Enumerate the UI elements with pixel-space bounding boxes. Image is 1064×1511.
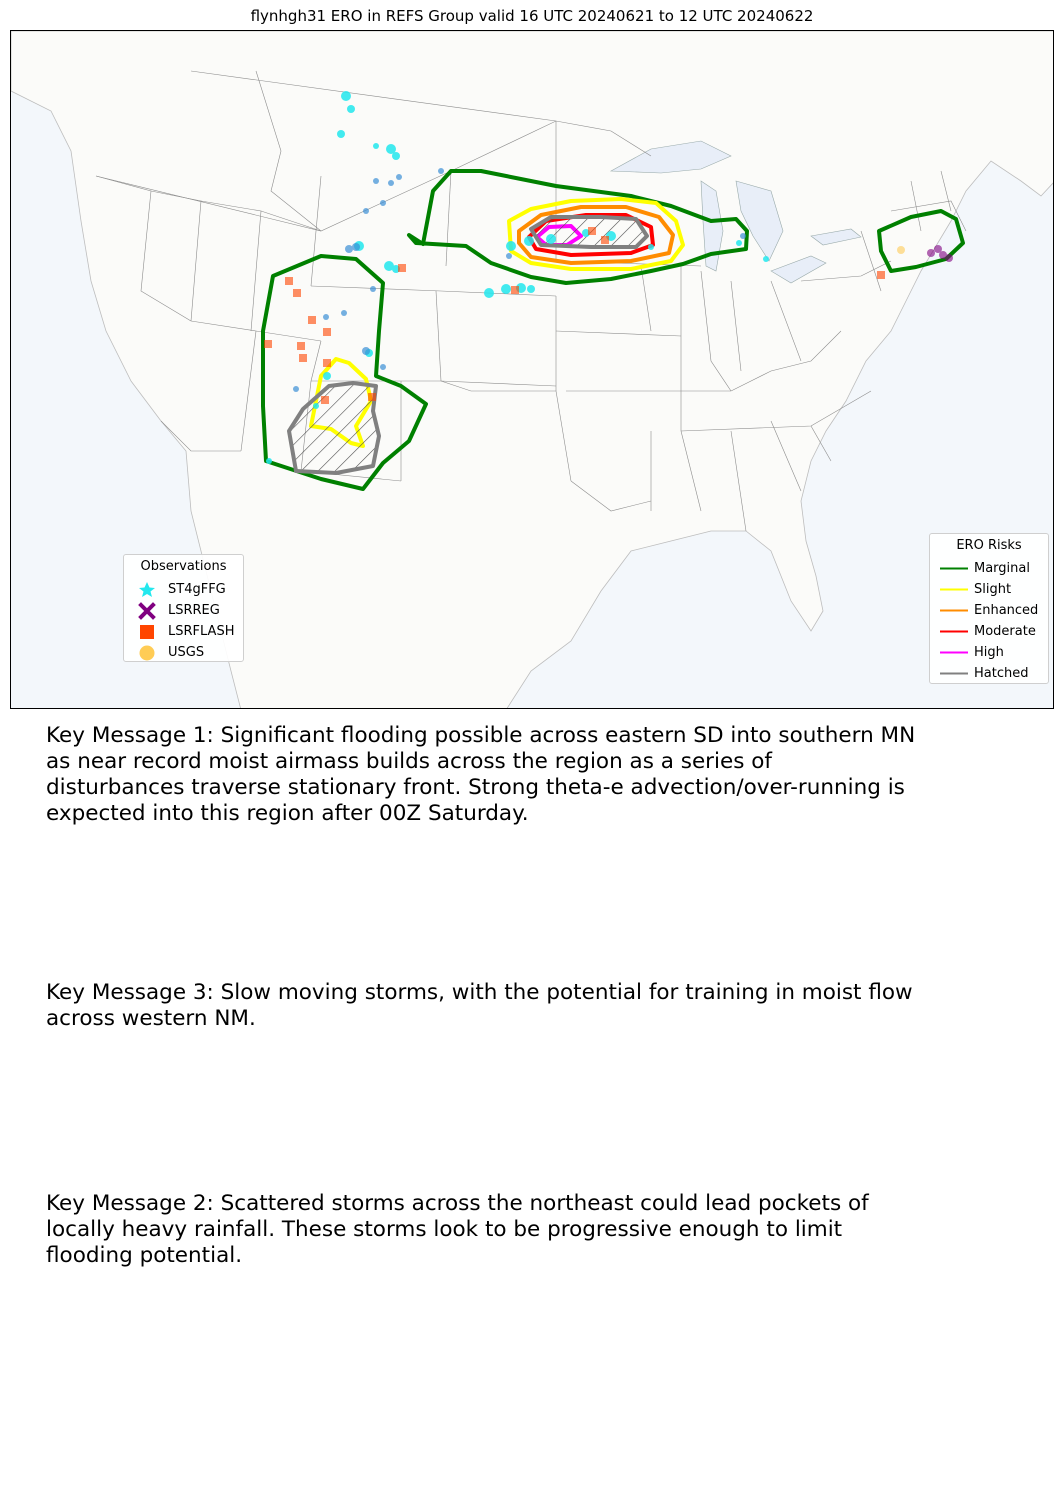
ero-legend-title: ERO Risks <box>956 538 1022 553</box>
star-icon <box>132 579 162 600</box>
line-icon <box>938 621 968 642</box>
legend-item-st4gffg: ST4gFFG <box>124 579 243 600</box>
key-message-1: Key Message 1: Significant flooding possible across eastern SD into southern MN as near record moist airmass builds across the region as a series of disturbances traverse stationary front. Strong theta-e advection/over-running is expected into this region after 00Z Saturday. <box>46 723 916 826</box>
map-title: flynhgh31 ERO in REFS Group valid 16 UTC 20240621 to 12 UTC 20240622 <box>250 7 814 25</box>
legend-item-hatched: Hatched <box>930 663 1048 684</box>
line-icon <box>938 642 968 663</box>
legend-item-moderate: Moderate <box>930 621 1048 642</box>
legend-item-slight: Slight <box>930 579 1048 600</box>
ero-map <box>10 30 1054 709</box>
x-icon <box>132 600 162 621</box>
legend-item-high: High <box>930 642 1048 663</box>
usgs-markers <box>897 246 905 254</box>
observations-legend <box>123 554 244 662</box>
legend-item-enhanced: Enhanced <box>930 600 1048 621</box>
line-icon <box>938 663 968 684</box>
line-icon <box>938 558 968 579</box>
legend-item-lsrflash: LSRFLASH <box>124 621 243 642</box>
key-message-2: Key Message 2: Scattered storms across the northeast could lead pockets of locally heavy rainfall. These storms look to be progressive enough to limit flooding potential. <box>46 1191 869 1268</box>
key-message-3: Key Message 3: Slow moving storms, with the potential for training in moist flow across western NM. <box>46 980 913 1031</box>
legend-item-usgs: USGS <box>124 642 243 663</box>
legend-item-lsrreg: LSRREG <box>124 600 243 621</box>
ero-risks-legend <box>929 533 1049 684</box>
square-icon <box>132 621 162 642</box>
line-icon <box>938 579 968 600</box>
line-icon <box>938 600 968 621</box>
circle-icon <box>132 642 162 663</box>
observations-legend-title: Observations <box>140 559 227 574</box>
legend-item-marginal: Marginal <box>930 558 1048 579</box>
